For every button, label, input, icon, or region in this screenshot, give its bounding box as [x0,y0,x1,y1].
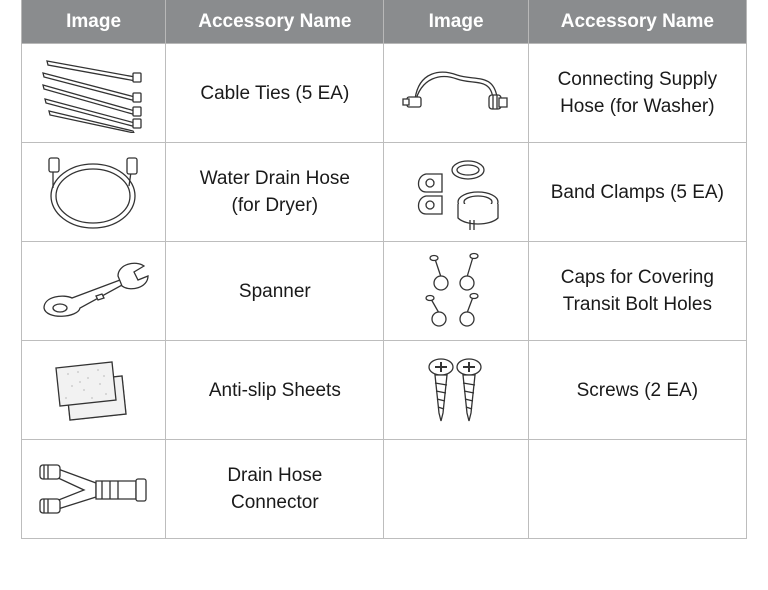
accessory-name-cell [528,341,746,440]
accessory-name-cell [166,341,384,440]
image-cell [384,242,528,341]
accessory-name-cell-empty [528,440,746,539]
screws-icon [421,355,491,425]
image-cell [22,44,166,143]
accessory-name: Band Clamps (5 EA) [550,181,724,203]
supply-hose-icon [401,63,511,123]
accessory-name-cell [166,44,384,143]
accessory-name: Screws (2 EA) [576,379,699,401]
accessory-name: Anti-slip Sheets [208,379,341,401]
drain-hose-connector-icon [36,459,152,519]
accessory-name-cell [166,440,384,539]
accessories-table [21,0,747,539]
header-image-right: Image [384,0,528,44]
accessory-name: Connecting Supply Hose (for Washer) [557,69,718,117]
image-cell [384,143,528,242]
image-cell [22,242,166,341]
image-cell [384,44,528,143]
accessory-name-cell [528,44,746,143]
spanner-icon [36,256,152,326]
accessory-name-cell [528,143,746,242]
table-row [22,44,747,143]
accessory-name-cell [528,242,746,341]
image-cell [384,341,528,440]
accessory-name-cell [166,242,384,341]
band-clamps-icon [406,152,506,232]
drain-hose-icon [39,150,149,234]
image-cell [22,440,166,539]
table-header-row [22,0,747,44]
image-cell [22,143,166,242]
accessory-name: Water Drain Hose (for Dryer) [199,168,350,216]
cable-ties-icon [39,53,149,133]
table-row [22,143,747,242]
accessory-name: Cable Ties (5 EA) [200,82,350,104]
bolt-caps-icon [421,251,491,331]
image-cell [22,341,166,440]
anti-slip-sheets-icon [44,354,144,426]
accessory-name: Spanner [238,280,311,302]
image-cell-empty [384,440,528,539]
table-row [22,341,747,440]
accessory-name: Drain Hose Connector [227,465,323,513]
table-row [22,440,747,539]
header-image-left: Image [22,0,166,44]
header-name-left: Accessory Name [166,0,384,44]
table-row [22,242,747,341]
accessory-name: Caps for Covering Transit Bolt Holes [560,267,714,315]
accessory-name-cell [166,143,384,242]
header-name-right: Accessory Name [528,0,746,44]
